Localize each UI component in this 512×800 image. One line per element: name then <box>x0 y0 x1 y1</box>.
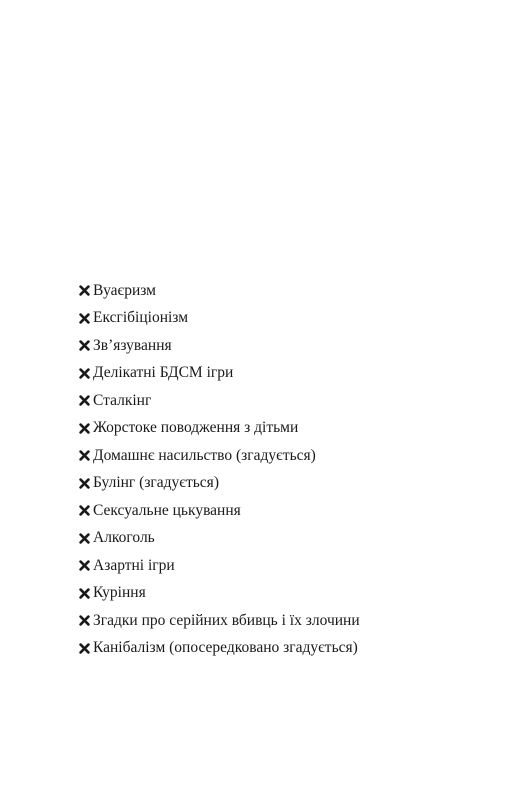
warning-label: Ексгібіціонізм <box>93 309 189 327</box>
warning-item <box>79 470 360 498</box>
content-warning-list <box>79 277 360 662</box>
heavy-x-icon <box>79 340 90 351</box>
heavy-x-icon <box>79 423 90 434</box>
warning-label: Зв’язування <box>93 336 172 354</box>
warning-label: Канібалізм (опосередковано згадується) <box>93 639 358 657</box>
warning-item <box>79 525 360 553</box>
warning-item <box>79 497 360 525</box>
warning-item <box>79 552 360 580</box>
warning-item <box>79 442 360 470</box>
warning-item <box>79 277 360 305</box>
heavy-x-icon <box>79 285 90 296</box>
heavy-x-icon <box>79 395 90 406</box>
warning-item <box>79 580 360 608</box>
warning-item <box>79 635 360 663</box>
warning-label: Домашнє насильство (згадується) <box>93 446 316 464</box>
warning-label: Куріння <box>93 584 146 602</box>
warning-label: Жорстоке поводження з дітьми <box>93 419 299 437</box>
heavy-x-icon <box>79 478 90 489</box>
warning-item <box>79 332 360 360</box>
warning-item <box>79 415 360 443</box>
warning-label: Сексуальне цькування <box>93 501 241 519</box>
heavy-x-icon <box>79 643 90 654</box>
heavy-x-icon <box>79 313 90 324</box>
heavy-x-icon <box>79 533 90 544</box>
warning-label: Сталкінг <box>93 391 152 409</box>
warning-item <box>79 387 360 415</box>
heavy-x-icon <box>79 368 90 379</box>
warning-label: Алкоголь <box>93 529 155 547</box>
warning-label: Булінг (згадується) <box>93 474 219 492</box>
warning-label: Згадки про серійних вбивць і їх злочини <box>93 611 360 629</box>
heavy-x-icon <box>79 560 90 571</box>
heavy-x-icon <box>79 450 90 461</box>
warning-label: Вуаєризм <box>93 281 156 299</box>
warning-item <box>79 305 360 333</box>
warning-item <box>79 607 360 635</box>
warning-label: Азартні ігри <box>93 556 175 574</box>
heavy-x-icon <box>79 588 90 599</box>
warning-label: Делікатні БДСМ ігри <box>93 364 234 382</box>
heavy-x-icon <box>79 505 90 516</box>
warning-item <box>79 360 360 388</box>
heavy-x-icon <box>79 615 90 626</box>
